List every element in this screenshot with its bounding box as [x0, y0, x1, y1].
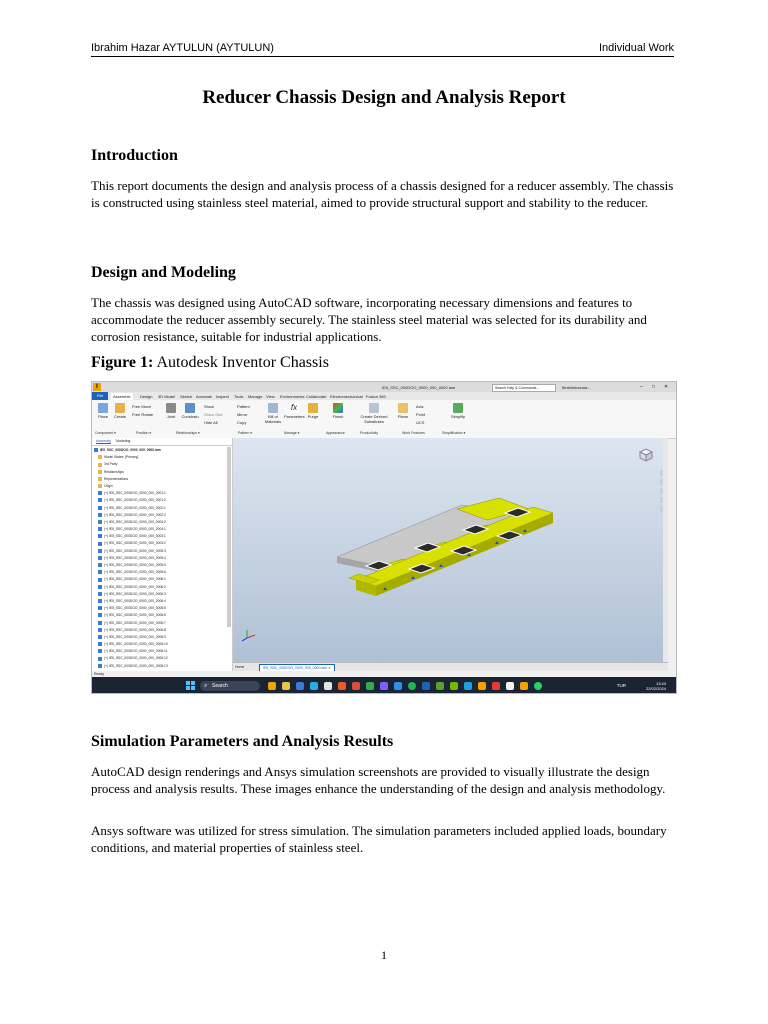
plane-button[interactable]	[396, 403, 410, 419]
tab-manage[interactable]: Manage	[248, 394, 263, 399]
joint-icon	[166, 403, 176, 413]
part-icon	[98, 498, 102, 502]
taskbar-app-icon[interactable]	[310, 682, 318, 690]
browser-item-label: (+) IE5_SSC_000DOO_0000_000_0005:6	[104, 570, 166, 575]
hide-all-label: Hide All	[204, 420, 218, 425]
group-simplification[interactable]: Simplification ▾	[442, 431, 466, 435]
point-button[interactable]	[416, 412, 434, 417]
folder-icon	[98, 484, 102, 488]
browser-item-label: (+) IE5_SSC_000DOO_0000_000_0006:6	[104, 613, 166, 618]
browser-item[interactable]	[94, 548, 228, 555]
part-icon	[98, 621, 102, 625]
part-icon	[98, 606, 102, 610]
tab-fusion-360[interactable]: Fusion 360	[366, 394, 386, 399]
figure-label: Figure 1:	[91, 354, 154, 371]
bom-icon	[268, 403, 278, 413]
tab-3d-model[interactable]: 3D Model	[158, 394, 176, 399]
browser-item-label: (+) IE5_SSC_000DOO_0000_000_0005:3	[104, 548, 166, 553]
model-browser	[92, 438, 233, 671]
document-title: Reducer Chassis Design and Analysis Report	[202, 87, 566, 108]
heading-design: Design and Modeling	[91, 264, 236, 281]
close-button[interactable]: ✕	[664, 384, 669, 390]
figure-caption-text: Autodesk Inventor Chassis	[156, 354, 329, 371]
part-icon	[98, 664, 102, 668]
tray-time: 13:43	[655, 681, 666, 686]
ucs-label: UCS	[416, 420, 425, 425]
purge-icon	[308, 403, 318, 413]
part-icon	[98, 570, 102, 574]
create-label: Create	[113, 414, 126, 419]
taskbar-search[interactable]: ⌕ Search	[200, 681, 260, 691]
browser-item[interactable]	[94, 641, 228, 648]
folder-icon	[98, 463, 102, 467]
create-derived-label: Create Derived Substitutes	[360, 414, 388, 424]
taskbar-app-icon[interactable]	[436, 682, 444, 690]
browser-item-label: (+) IE5_SSC_000DOO_0000_000_0005:5	[104, 563, 166, 567]
show-button[interactable]	[204, 404, 228, 409]
taskbar-app-icon[interactable]	[324, 682, 332, 690]
inventor-logo-icon: I	[93, 383, 101, 391]
browser-item[interactable]	[94, 526, 228, 533]
joint-button[interactable]	[164, 403, 178, 419]
browser-item-label: (+) IE5_SSC_000DOO_0000_000_0006:7	[104, 620, 166, 625]
file-explorer-icon[interactable]	[282, 682, 290, 690]
help-search-input[interactable]: Search Help & Commands...	[492, 384, 556, 392]
browser-item[interactable]	[94, 648, 228, 655]
browser-item-label: Origin	[104, 483, 113, 488]
fx-icon: fx	[290, 403, 298, 412]
part-icon	[98, 585, 102, 589]
group-manage[interactable]: Manage ▾	[284, 431, 300, 435]
group-work-features: Work Features	[402, 431, 425, 435]
taskbar-app-icon[interactable]	[296, 682, 304, 690]
place-icon	[98, 403, 108, 413]
whatsapp-icon[interactable]	[534, 682, 542, 690]
browser-item[interactable]	[94, 576, 228, 583]
tab-assembly[interactable]: Assembly	[96, 439, 112, 443]
browser-item[interactable]	[94, 569, 228, 576]
browser-item[interactable]	[94, 655, 228, 662]
header-label: Individual Work	[599, 42, 674, 54]
taskbar-app-icon[interactable]	[492, 682, 500, 690]
part-icon	[98, 534, 102, 538]
simplify-label: Simplify	[450, 414, 465, 419]
app-titlebar	[92, 382, 676, 392]
parameters-button[interactable]	[284, 403, 304, 419]
tab-design[interactable]: Design	[140, 394, 153, 399]
group-pattern[interactable]: Pattern ▾	[238, 431, 253, 435]
part-icon	[98, 578, 102, 582]
tray-date: 22/02/2024	[645, 686, 666, 691]
browser-item[interactable]	[94, 562, 228, 569]
show-sick-button[interactable]	[204, 412, 228, 417]
chrome-icon[interactable]	[366, 682, 374, 690]
browser-item[interactable]	[94, 598, 228, 605]
browser-item-label: (+) IE5_SSC_000DOO_0000_000_0003:1	[104, 534, 166, 539]
chassis-model	[233, 438, 668, 663]
tab-annotate[interactable]: Annotate	[196, 394, 213, 399]
joint-label: Joint	[166, 414, 176, 419]
browser-item[interactable]	[94, 519, 228, 526]
folder-icon	[98, 455, 102, 459]
mirror-button[interactable]	[237, 412, 259, 417]
simplify-icon	[453, 403, 463, 413]
browser-item-label: (+) IE5_SSC_000DOO_0000_000_0004:1	[104, 527, 166, 532]
tab-assemble[interactable]: Assemble	[113, 394, 131, 399]
ribbon-tabs	[92, 392, 676, 400]
part-icon	[98, 649, 102, 653]
browser-item-label: (+) IE5_SSC_000DOO_0000_000_0006:5	[104, 606, 166, 611]
browser-item[interactable]	[94, 512, 228, 519]
taskbar-app-icon[interactable]	[464, 682, 472, 690]
mirror-label: Mirror	[237, 412, 248, 417]
graphics-viewport[interactable]	[233, 438, 668, 671]
coordinate-triad-icon	[242, 630, 255, 641]
browser-item[interactable]	[94, 483, 228, 490]
browser-item-label: Model States: [Primary]	[104, 455, 139, 460]
part-icon	[98, 520, 102, 524]
browser-item[interactable]	[94, 591, 228, 598]
group-relationships[interactable]: Relationships ▾	[176, 431, 200, 435]
taskbar-app-icon[interactable]	[506, 682, 514, 690]
tab-document[interactable]: IE5_SSC_000DOO_0000_000_0000.iam ✕	[259, 664, 335, 672]
nvidia-icon[interactable]	[450, 682, 458, 690]
taskbar-app-icon[interactable]	[394, 682, 402, 690]
group-position[interactable]: Position ▾	[136, 431, 152, 435]
free-rotate-label: Free Rotate	[132, 412, 154, 417]
browser-item-label: Representations	[104, 476, 129, 481]
inventor-taskbar-icon[interactable]	[478, 682, 486, 690]
part-icon	[98, 563, 102, 567]
inventor-screenshot	[91, 381, 677, 694]
browser-item[interactable]	[94, 505, 228, 512]
taskbar-app-icon[interactable]	[422, 682, 430, 690]
part-icon	[98, 556, 102, 560]
browser-item-label: (+) IE5_SSC_000DOO_0000_000_0006:3	[104, 591, 166, 596]
axis-label: Axis	[416, 404, 424, 409]
ucs-button[interactable]	[416, 420, 434, 425]
browser-item[interactable]	[94, 612, 228, 619]
create-derived-substitutes-button[interactable]	[356, 403, 392, 424]
browser-item-label: (+) IE5_SSC_000DOO_0000_000_0003:2	[104, 541, 166, 546]
create-button[interactable]	[112, 403, 128, 419]
constrain-icon	[185, 403, 195, 413]
browser-item[interactable]	[94, 634, 228, 641]
taskbar-app-icon[interactable]	[520, 682, 528, 690]
simplify-button[interactable]	[449, 403, 467, 419]
tab-file[interactable]: File	[92, 392, 108, 400]
group-component[interactable]: Component ▾	[95, 431, 116, 435]
browser-item[interactable]	[94, 627, 228, 634]
browser-item[interactable]	[94, 476, 228, 483]
folder-icon	[98, 477, 102, 481]
paragraph-introduction: This report documents the design and analysis process of a chassis designed for a reducer assembly. The chassis is constructed using stainless steel material, aimed to provide structural support and stability to the reducer.	[91, 178, 674, 210]
tab-tools[interactable]: Tools	[234, 394, 244, 399]
parameters-label: Parameters	[284, 414, 305, 419]
tab-inspect[interactable]: Inspect	[216, 394, 229, 399]
constrain-label: Constrain	[181, 414, 199, 419]
browser-root-label: IE5_SSC_000DOO_0000_000_0000.iam	[100, 448, 161, 452]
show-label: Show	[204, 404, 215, 409]
browser-item-label: Relationships	[104, 469, 124, 474]
browser-item-label: (+) IE5_SSC_000DOO_0000_000_0006:1	[104, 577, 166, 582]
pattern-label: Pattern	[237, 404, 250, 409]
part-icon	[98, 628, 102, 632]
windows-taskbar	[92, 677, 676, 694]
browser-item[interactable]	[94, 469, 228, 476]
assembly-icon	[94, 448, 98, 452]
folder-icon	[98, 470, 102, 474]
constrain-button[interactable]	[180, 403, 200, 419]
tab-modeling[interactable]: Modeling	[116, 439, 131, 443]
browser-item-label: (+) IE5_SSC_000DOO_0000_000_0006:13	[104, 663, 168, 668]
brave-icon[interactable]	[338, 682, 346, 690]
minimize-button[interactable]: –	[640, 384, 643, 390]
browser-item[interactable]	[94, 584, 228, 591]
viewport-scrollbar[interactable]	[663, 438, 668, 663]
browser-root[interactable]	[94, 447, 228, 454]
axis-button[interactable]	[416, 404, 434, 409]
part-icon	[98, 613, 102, 617]
browser-item-label: (+) IE5_SSC_000DOO_0000_000_0006:8	[104, 627, 166, 632]
paragraph-simulation-2: Ansys software was utilized for stress simulation. The simulation parameters included applied loads, boundary conditions, and material properties of stainless steel.	[91, 823, 667, 855]
browser-item-label: (+) IE5_SSC_000DOO_0000_000_0006:12	[104, 656, 168, 661]
browser-item[interactable]	[94, 620, 228, 627]
tab-collaborate[interactable]: Collaborate	[306, 394, 327, 399]
copy-button[interactable]	[237, 420, 259, 425]
free-move-button[interactable]	[132, 404, 158, 409]
user-name[interactable]: ibrahimhazara...	[562, 385, 591, 390]
browser-item-label: (+) IE5_SSC_000DOO_0000_000_0005:4	[104, 555, 166, 560]
group-productivity: Productivity	[360, 431, 379, 435]
tab-home[interactable]: Home	[235, 665, 245, 669]
page-header	[91, 42, 674, 57]
tab-electromechanical[interactable]: Electromechanical	[330, 394, 363, 399]
browser-item-label: (+) IE5_SSC_000DOO_0000_000_0002:1	[104, 505, 166, 510]
browser-item-label: (+) IE5_SSC_000DOO_0000_000_0004:2	[104, 519, 166, 524]
browser-item[interactable]	[94, 605, 228, 612]
bill-of-materials-button[interactable]	[264, 403, 282, 424]
part-icon	[98, 491, 102, 495]
part-icon	[98, 527, 102, 531]
plane-icon	[398, 403, 408, 413]
place-button[interactable]	[95, 403, 111, 419]
browser-item[interactable]	[94, 497, 228, 504]
tray-clock[interactable]	[646, 681, 666, 691]
browser-item[interactable]	[94, 533, 228, 540]
viewcube-icon[interactable]	[638, 448, 654, 462]
part-icon	[98, 513, 102, 517]
header-author: Ibrahim Hazar AYTULUN (AYTULUN)	[91, 42, 274, 54]
tray-language[interactable]: TUR	[616, 683, 626, 688]
tab-view[interactable]: View	[266, 394, 275, 399]
browser-item-label: (+) IE5_SSC_000DOO_0000_000_0006:4	[104, 598, 166, 603]
plane-label: Plane	[397, 414, 409, 419]
part-icon	[98, 642, 102, 646]
browser-item-label: 3rd Party	[104, 462, 118, 467]
maximize-button[interactable]: □	[652, 384, 656, 390]
document-tabs	[233, 662, 668, 671]
tab-sketch[interactable]: Sketch	[180, 394, 193, 399]
browser-item[interactable]	[94, 663, 228, 670]
browser-item-label: (+) IE5_SSC_000DOO_0000_000_0001:1	[104, 491, 166, 496]
show-sick-label: Show Sick	[204, 412, 223, 417]
browser-scrollbar[interactable]	[227, 447, 231, 627]
chassis-assembly	[337, 498, 553, 596]
window-title: IE5_SSC_000DOO_0000_000_0000.iam	[382, 385, 456, 390]
free-rotate-button[interactable]	[132, 412, 158, 417]
purge-button[interactable]	[306, 403, 320, 419]
purge-label: Purge	[307, 414, 319, 419]
part-icon	[98, 592, 102, 596]
browser-item-label: (+) IE5_SSC_000DOO_0000_000_0006:11	[104, 649, 168, 654]
group-appearance: Appearance	[326, 431, 345, 435]
finish-label: Finish	[332, 414, 344, 419]
browser-item[interactable]	[94, 461, 228, 468]
chrome-icon[interactable]	[352, 682, 360, 690]
browser-item[interactable]	[94, 490, 228, 497]
create-icon	[115, 403, 125, 413]
part-icon	[98, 635, 102, 639]
place-label: Place	[97, 414, 108, 419]
figure-caption	[91, 354, 329, 372]
hide-all-button[interactable]	[204, 420, 228, 425]
taskbar-app-icon[interactable]	[268, 682, 276, 690]
copy-label: Copy	[237, 420, 247, 425]
browser-item[interactable]	[94, 555, 228, 562]
browser-item-label: (+) IE5_SSC_000DOO_0000_000_0002:2	[104, 512, 166, 517]
finish-button[interactable]	[330, 403, 346, 419]
appearance-icon	[333, 403, 343, 413]
browser-tabs	[92, 438, 232, 446]
browser-item-label: (+) IE5_SSC_000DOO_0000_000_0006:9	[104, 634, 166, 639]
browser-item-label: (+) IE5_SSC_000DOO_0000_000_0006:2	[104, 584, 166, 589]
status-bar: Ready	[92, 671, 677, 677]
tab-environments[interactable]: Environments	[280, 394, 305, 399]
heading-simulation: Simulation Parameters and Analysis Results	[91, 733, 394, 750]
paragraph-design: The chassis was designed using AutoCAD software, incorporating necessary dimensions and features to accommodate the reducer assembly securely. The stainless steel material was selected for its durability and corrosion resistance, suitable for industrial applications.	[91, 295, 647, 344]
spotify-icon[interactable]	[408, 682, 416, 690]
taskbar-app-icon[interactable]	[380, 682, 388, 690]
paragraph-simulation-1: AutoCAD design renderings and Ansys simulation screenshots are provided to visually illustrate the design process and analysis results. These images enhance the understanding of the design and analysis methodology.	[91, 764, 666, 796]
derived-icon	[369, 403, 379, 413]
point-label: Point	[416, 412, 426, 417]
free-move-label: Free Move	[132, 404, 152, 409]
windows-start-icon[interactable]	[186, 681, 195, 690]
part-icon	[98, 542, 102, 546]
part-icon	[98, 599, 102, 603]
browser-item[interactable]	[94, 454, 228, 461]
browser-tree	[94, 447, 228, 684]
heading-introduction: Introduction	[91, 147, 178, 164]
browser-item[interactable]	[94, 540, 228, 547]
browser-item-label: (+) IE5_SSC_000DOO_0000_000_0006:10	[104, 642, 168, 647]
browser-item-label: (+) IE5_SSC_000DOO_0000_000_0001:2	[104, 498, 166, 503]
part-icon	[98, 657, 102, 661]
ribbon-panel	[92, 400, 676, 439]
part-icon	[98, 549, 102, 553]
bom-label: Bill of Materials	[264, 414, 282, 424]
pattern-button[interactable]	[237, 404, 259, 409]
part-icon	[98, 506, 102, 510]
page-number: 1	[381, 948, 387, 962]
